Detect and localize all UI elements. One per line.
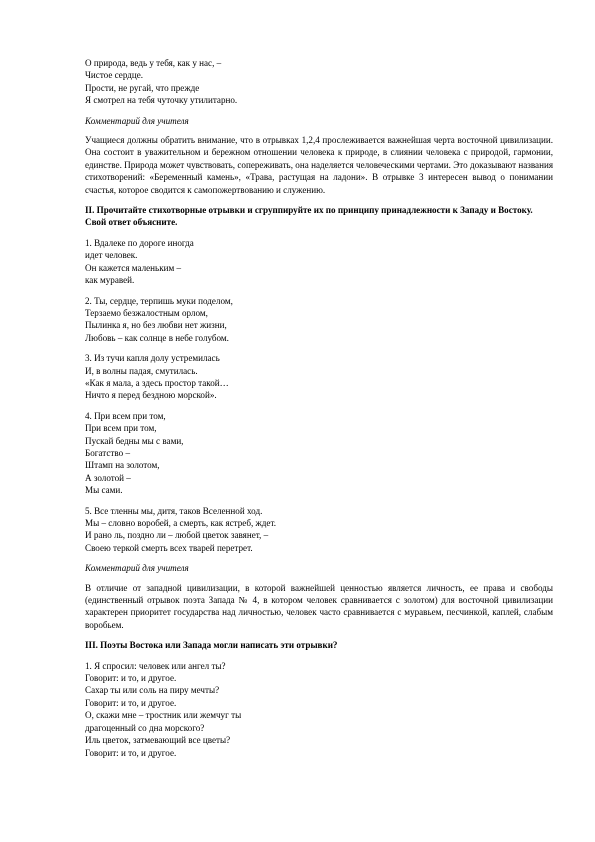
poem-line: 5. Все тленны мы, дитя, таков Вселенной ход. — [85, 505, 263, 516]
poem-line: Пускай бедны мы с вами, — [85, 435, 184, 446]
poem-line: Сахар ты или соль на пиру мечты? — [85, 685, 220, 696]
poem-line: Ничто я перед бездною морской». — [85, 390, 217, 401]
poem-line: Чистое сердце. — [85, 70, 144, 81]
poem-line: Любовь – как солнце в небе голубом. — [85, 332, 229, 343]
poem-excerpt-4 — [85, 410, 553, 497]
poem-line: И, в волны падая, смутилась. — [85, 365, 198, 376]
teacher-comment-text: В отличие от западной цивилизации, в которой важнейшей ценностью является личность, ее права и свободы (единственный отрывок поэта Запада № 4, в котором человек сравнивается с золотом) для восточной цивилизации характерен приоритет государства над личностью, человек часто сравнивается с муравьем, песчинкой, каплей, слабым воробьем. — [85, 582, 553, 630]
poem-line: 1. Я спросил: человек или ангел ты? — [85, 660, 226, 671]
poem-line: 1. Вдалеке по дороге иногда — [85, 237, 194, 248]
poem-line: О, скажи мне – тростник или жемчуг ты — [85, 710, 242, 721]
poem-line: Мы сами. — [85, 485, 123, 496]
poem-excerpt-3 — [85, 352, 553, 402]
teacher-comment-label: Комментарий для учителя — [85, 115, 189, 126]
poem-line: При всем при том, — [85, 423, 157, 434]
intro-poem — [85, 57, 553, 107]
poem-line: Своею теркой смерть всех тварей перетрет. — [85, 542, 253, 553]
teacher-comment-text: Учащиеся должны обратить внимание, что в отрывках 1,2,4 прослеживается важнейшая черта восточной цивилизации. Она состоит в уважительном и бережном отношении человека к природе, в слиянии человека с природой, гармонии, единстве. Природа может чувствовать, сопереживать, она наделяется человеческими чертами. Это доказывают названия стихотворений: «Беременный камень», «Трава, растущая на ладони». В отрывке 3 интересен вывод о понимании счастья, которое сводится к самопожертвованию и служению. — [85, 135, 553, 195]
poem-excerpt-1 — [85, 237, 553, 287]
poem-line: Говорит: и то, и другое. — [85, 697, 177, 708]
poem-line: 2. Ты, сердце, терпишь муки поделом, — [85, 295, 233, 306]
poem-line: как муравей. — [85, 275, 135, 286]
poem-excerpt-5 — [85, 505, 553, 555]
poem-excerpt-2 — [85, 295, 553, 345]
poem-line: Говорит: и то, и другое. — [85, 673, 177, 684]
poem-line: Терзаемо безжалостным орлом, — [85, 307, 208, 318]
poem-line: драгоценный со дна морского? — [85, 722, 205, 733]
poem-line: Он кажется маленьким – — [85, 262, 182, 273]
poem-line: Мы – словно воробей, а смерть, как ястреб, ждет. — [85, 518, 277, 528]
poem-line: А золотой – — [85, 472, 131, 483]
section-heading-2: II. Прочитайте стихотворные отрывки и сгруппируйте их по принципу принадлежности к Западу и Востоку. Свой ответ объясните. — [85, 205, 533, 228]
poem-line: «Как я мала, а здесь простор такой… — [85, 377, 229, 388]
poem-line: идет человек. — [85, 250, 138, 261]
poem-line: Я смотрел на тебя чуточку утилитарно. — [85, 95, 238, 106]
document-page — [85, 57, 553, 767]
poem-excerpt-3-1 — [85, 660, 553, 759]
teacher-comment-label: Комментарий для учителя — [85, 563, 189, 574]
poem-line: О природа, ведь у тебя, как у нас, – — [85, 58, 222, 68]
poem-line: Иль цветок, затмевающий все цветы? — [85, 735, 231, 746]
poem-line: Богатство – — [85, 447, 130, 458]
poem-line: Пылинка я, но без любви нет жизни, — [85, 320, 227, 331]
poem-line: Прости, не ругай, что прежде — [85, 82, 200, 93]
poem-line: Штамп на золотом, — [85, 460, 160, 471]
poem-line: Говорит: и то, и другое. — [85, 747, 177, 758]
poem-line: 3. Из тучи капля долу устремилась — [85, 353, 220, 364]
section-heading-3: III. Поэты Востока или Запада могли написать эти отрывки? — [85, 640, 338, 651]
poem-line: И рано ль, поздно ли – любой цветок завянет, – — [85, 530, 269, 541]
poem-line: 4. При всем при том, — [85, 410, 166, 421]
